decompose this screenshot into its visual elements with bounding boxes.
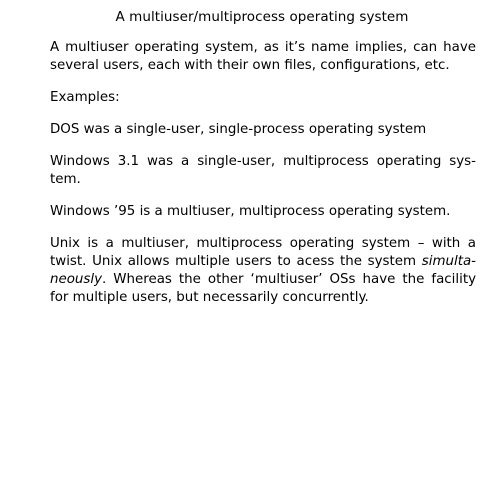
- dos-paragraph: DOS was a single-user, single-process operating system: [50, 122, 427, 137]
- intro-paragraph: A multiuser operating system, as it’s name implies, can have several users, each with their own files, configurations, etc.: [50, 40, 476, 73]
- unix-paragraph: [50, 235, 476, 307]
- windows-95-paragraph: Windows ’95 is a multiuser, multiprocess operating system.: [50, 204, 451, 219]
- examples-heading: Examples:: [50, 90, 120, 105]
- unix-text-part-1: Unix is a multiuser, multiprocess operating system – with a twist. Unix allows multiple users to acess the system: [50, 236, 476, 269]
- unix-emphasis-text: simultaneously: [50, 254, 476, 287]
- unix-text-part-2: . Whereas the other ‘multiuser’ OSs have the facility for multiple users, but necessarily concurrently.: [50, 272, 476, 305]
- windows-31-paragraph: Windows 3.1 was a single-user, multiprocess operating system.: [50, 154, 476, 187]
- document-body: [50, 39, 476, 307]
- page-title: A multiuser/multiprocess operating system: [115, 9, 409, 25]
